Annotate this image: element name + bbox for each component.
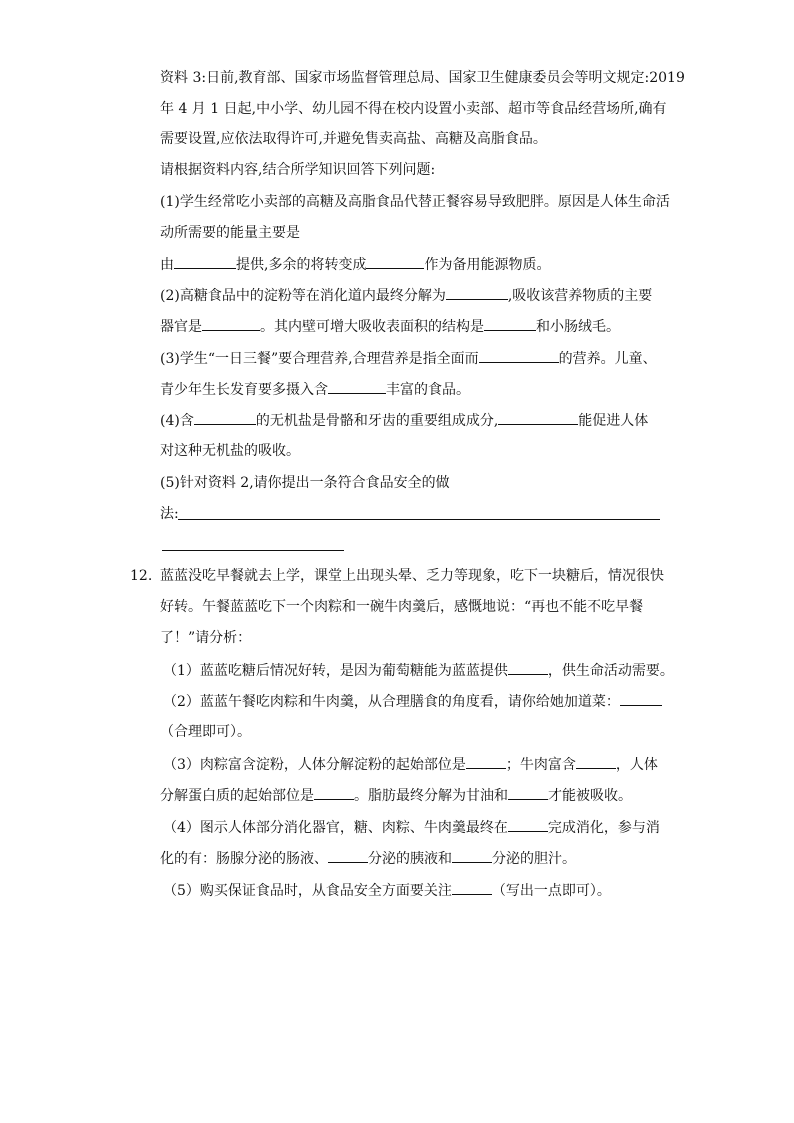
q1-blank-2[interactable] — [366, 254, 424, 269]
q12-3-text-f: 才能被吸收。 — [548, 788, 632, 804]
q4-line-1 — [160, 410, 648, 431]
q5-line-1: (5)针对资料 2,请你提出一条符合食品安全的做 — [160, 475, 450, 491]
q4-text-b: 的无机盐是骨骼和牙齿的重要组成成分, — [255, 413, 499, 429]
q5-text: 法: — [160, 506, 179, 522]
q4-line-2: 对这种无机盐的吸收。 — [160, 443, 300, 459]
q3-text-d: 丰富的食品。 — [386, 382, 470, 398]
q12-2-blank[interactable] — [620, 691, 662, 706]
q1-text-b: 提供,多余的将转变成 — [236, 257, 367, 273]
q12-4-text-d: 分泌的胰液和 — [368, 851, 452, 867]
q2-text-c: 器官是 — [160, 319, 202, 335]
q12-part-3-line-1 — [163, 754, 658, 775]
q1-line-1: (1)学生经常吃小卖部的高糖及高脂食品代替正餐容易导致肥胖。原因是人体生命活 — [160, 194, 670, 210]
q12-3-blank-1[interactable] — [466, 754, 506, 769]
q1-blank-1[interactable] — [174, 254, 236, 269]
q12-5-text-a: （5）购买保证食品时，从食品安全方面要关注 — [163, 883, 452, 899]
q12-4-blank-2[interactable] — [328, 848, 368, 863]
q12-part-1 — [163, 660, 674, 681]
q12-1-text-b: ，供生命活动需要。 — [547, 663, 674, 679]
q2-line-2 — [160, 316, 620, 337]
q12-stem-line-2: 好转。午餐蓝蓝吃下一个肉粽和一碗牛肉羹后，感慨地说：“再也不能不吃早餐 — [160, 599, 644, 615]
q5-answer-line-1[interactable] — [178, 519, 660, 520]
q12-part-4-line-1 — [163, 817, 660, 838]
q12-3-blank-4[interactable] — [508, 785, 548, 800]
q12-part-2-line-2: （合理即可）。 — [160, 724, 251, 740]
q12-3-blank-2[interactable] — [576, 754, 616, 769]
q3-text-a: (3)学生“一日三餐”要合理营养,合理营养是指全面而 — [160, 351, 479, 367]
q4-text-c: 能促进人体 — [578, 413, 649, 429]
q12-4-text-c: 化的有：肠腺分泌的肠液、 — [160, 851, 328, 867]
q2-blank-2[interactable] — [202, 316, 260, 331]
q3-blank-1[interactable] — [479, 348, 559, 363]
q3-text-b: 的营养。儿童、 — [558, 351, 657, 367]
q12-part-2-line-1 — [163, 691, 662, 712]
material3-line-2: 年 4 月 1 日起,中小学、幼儿园不得在校内设置小卖部、超市等食品经营场所,确有 — [160, 101, 667, 117]
q12-3-text-c: ，人体 — [615, 757, 658, 773]
q12-4-text-e: 分泌的胆汁。 — [492, 851, 576, 867]
q12-stem-line-1: 蓝蓝没吃早餐就去上学，课堂上出现头晕、乏力等现象，吃下一块糖后，情况很快 — [160, 568, 664, 584]
q1-text-a: 由 — [160, 257, 174, 273]
q12-1-text-a: （1）蓝蓝吃糖后情况好转，是因为葡萄糖能为蓝蓝提供 — [163, 663, 508, 679]
q1-text-c: 作为备用能源物质。 — [424, 257, 551, 273]
q2-text-d: 。其内壁可增大吸收表面积的结构是 — [260, 319, 484, 335]
q1-line-2: 动所需要的能量主要是 — [160, 225, 300, 241]
q4-blank-2[interactable] — [498, 410, 578, 425]
q1-line-3 — [160, 254, 550, 275]
instructions: 请根据资料内容,结合所学知识回答下列问题: — [160, 162, 436, 178]
q3-line-1 — [160, 348, 657, 369]
q5-answer-line-2[interactable] — [162, 550, 344, 551]
q12-3-text-d: 分解蛋白质的起始部位是 — [160, 788, 314, 804]
q12-4-text-b: 完成消化，参与消 — [547, 820, 660, 836]
q5-line-2 — [160, 504, 179, 524]
q12-part-5 — [163, 880, 611, 901]
q12-2-text-a: （2）蓝蓝午餐吃肉粽和牛肉羹，从合理膳食的角度看，请你给她加道菜： — [163, 694, 620, 710]
q2-line-1 — [160, 285, 652, 306]
q12-3-text-b: ；牛肉富含 — [505, 757, 576, 773]
q12-4-blank-1[interactable] — [508, 817, 548, 832]
q12-4-text-a: （4）图示人体部分消化器官，糖、肉粽、牛肉羹最终在 — [163, 820, 508, 836]
q2-text-b: ,吸收该营养物质的主要 — [507, 288, 653, 304]
material3-line-1: 资料 3:日前,教育部、国家市场监督管理总局、国家卫生健康委员会等明文规定:2019 — [160, 70, 685, 86]
q12-3-text-a: （3）肉粽富含淀粉，人体分解淀粉的起始部位是 — [163, 757, 466, 773]
q12-5-text-b: （写出一点即可）。 — [491, 883, 611, 899]
q2-blank-3[interactable] — [484, 316, 536, 331]
q12-4-blank-3[interactable] — [452, 848, 492, 863]
q12-3-text-e: 。脂肪最终分解为甘油和 — [354, 788, 508, 804]
q2-text-a: (2)高糖食品中的淀粉等在消化道内最终分解为 — [160, 288, 446, 304]
q12-3-blank-3[interactable] — [314, 785, 354, 800]
q4-blank-1[interactable] — [194, 410, 256, 425]
q4-text-a: (4)含 — [160, 413, 194, 429]
material3-line-3: 需要设置,应依法取得许可,并避免售卖高盐、高糖及高脂食品。 — [160, 131, 547, 147]
q12-stem-line-3: 了！”请分析： — [160, 630, 252, 646]
q12-part-4-line-2 — [160, 848, 576, 869]
q3-blank-2[interactable] — [328, 379, 386, 394]
q3-line-2 — [160, 379, 470, 400]
q12-part-3-line-2 — [160, 785, 632, 806]
q12-1-blank[interactable] — [508, 660, 548, 675]
q3-text-c: 青少年生长发育要多摄入含 — [160, 382, 328, 398]
question-12-number: 12. — [130, 568, 153, 584]
q12-5-blank[interactable] — [452, 880, 492, 895]
q2-blank-1[interactable] — [446, 285, 508, 300]
q2-text-e: 和小肠绒毛。 — [536, 319, 620, 335]
